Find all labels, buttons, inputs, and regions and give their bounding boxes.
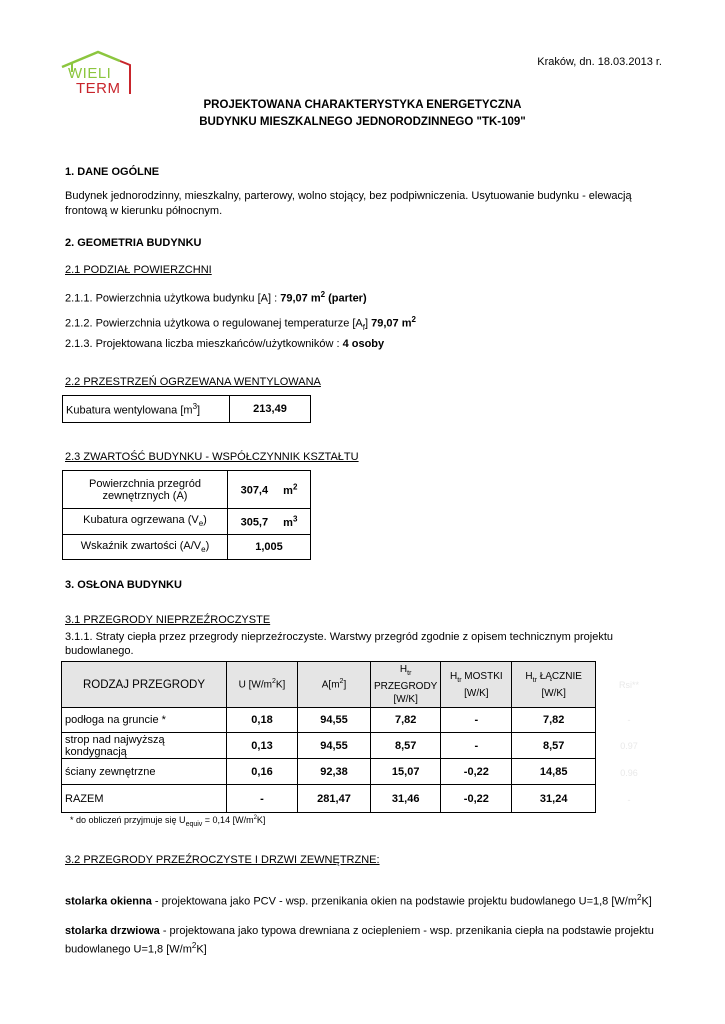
footnote-pre: * do obliczeń przyjmuje się U [70,815,186,825]
ratio-label-cell [63,535,228,560]
window-sup: 2 [637,893,642,902]
vent-label-cell [63,396,230,423]
opaque-partitions-table [61,661,596,813]
area-label-cell [63,471,228,509]
footnote-sup: 2 [253,815,257,821]
header-htr-przegrody-label: PRZEGRODY [374,681,438,692]
table-row [62,733,596,759]
ghost-cell: - [627,795,631,805]
row-total: 31,24 [512,785,596,813]
door-sup: 2 [191,941,197,950]
door-text: - projektowana jako typowa drewniana z ociepleniem - wsp. przenikania ciepła na podstawie projektu [159,925,654,937]
item-2-1-2-close: ] [365,317,372,330]
row-mostki: - [441,708,512,733]
header-a-pre: A[m [321,679,340,691]
header-htr-mostki-text: MOSTKI [461,670,503,682]
window-label: stolarka okienna [65,895,152,908]
ratio-label-close: ) [205,539,210,552]
row-htr: 7,82 [371,708,441,733]
area-unit [283,482,298,497]
header-htr-tr: tr [407,670,412,677]
row-total: 8,57 [512,733,596,759]
item-2-1-2-value: 79,07 m [371,317,412,330]
header-htr-lacznie-text: ŁĄCZNIE [536,670,582,682]
item-2-1-1-sup: 2 [320,290,326,299]
header-a-sup: 2 [339,678,344,686]
door-end: K] [196,943,207,956]
row-a: 94,55 [298,733,371,759]
row-name: RAZEM [62,785,227,813]
section1-text-line1: Budynek jednorodzinny, mieszkalny, parterowy, wolno stojący, bez podpiwniczenia. Usytuowanie budynku - elewacją [65,190,632,202]
item-2-1-1-suffix: (parter) [325,292,367,305]
section1-text-line2: frontową w kierunku północnym. [65,205,223,217]
logo [60,50,134,98]
row-u: 0,18 [227,708,298,733]
row-mostki: -0,22 [441,759,512,785]
row-htr: 31,46 [371,785,441,813]
header-a-post: ] [343,679,347,691]
ratio-label: Wskaźnik zwartości (A/V [80,539,202,552]
header-u-post: K] [275,679,286,691]
row-u: 0,16 [227,759,298,785]
section1-heading: 1. DANE OGÓLNE [65,166,160,178]
ghost-cell: 0.97 [620,741,638,751]
vent-label-close: ] [197,404,201,417]
subsection-3-2: 3.2 PRZEGRODY PRZEŹROCZYSTE I DRZWI ZEWNĘTRZNE: [65,854,380,866]
logo-text-line1: WIELI [68,65,112,82]
table-row [62,759,596,785]
header-htr-lacznie-h: H [525,670,533,682]
header-htr-lacznie-tr: tr [532,676,537,684]
row-mostki: - [441,733,512,759]
ratio-label-sub: e [201,545,206,555]
volume-label-sub: e [198,519,204,529]
header-htr-przegrody-unit: [W/K] [393,694,418,705]
header-u-pre: U [W/m [238,679,272,691]
item-2-1-1-label: 2.1.1. Powierzchnia użytkowa budynku [A] : [65,292,281,305]
footnote-post: = 0,14 [W/m [202,815,254,825]
volume-unit [283,514,298,529]
row-name: ściany zewnętrzne [62,759,227,785]
row-a: 94,55 [298,708,371,733]
volume-value: 305,7 [240,516,269,529]
table-footnote [70,815,265,828]
header-rodzaj: RODZAJ PRZEGRODY [62,662,227,708]
window-text: - projektowana jako PCV - wsp. przenikania okien na podstawie projektu budowlanego U=1,8 [W/m [151,895,638,908]
area-unit-sup: 2 [292,482,298,492]
row-total: 14,85 [512,759,596,785]
header-htr-lacznie-unit: [W/K] [541,687,566,699]
row-name: strop nad najwyższą kondygnacją [62,733,227,759]
section2-heading: 2. GEOMETRIA BUDYNKU [65,237,202,249]
header-htr-h: H [399,664,408,675]
header-u [227,662,298,708]
header-htr-mostki-label [444,670,508,687]
item-2-1-1 [65,290,367,305]
row-name: podłoga na gruncie * [62,708,227,733]
table-row [62,708,596,733]
footnote-sub: equiv [185,820,203,828]
ratio-value: 1,005 [228,535,311,560]
item-2-1-3-label: 2.1.3. Projektowana liczba mieszkańców/użytkowników : [65,338,343,350]
area-label-line1: Powierzchnia przegród [89,477,201,490]
place-date: Kraków, dn. 18.03.2013 r. [537,56,662,68]
section3-heading: 3. OSŁONA BUDYNKU [65,579,182,591]
row-u: - [227,785,298,813]
volume-unit-m: m [283,516,293,529]
row-htr: 15,07 [371,759,441,785]
subsection-3-1: 3.1 PRZEGRODY NIEPRZEŹROCZYSTE [65,614,271,626]
header-u-sup: 2 [271,678,276,686]
area-label-line2: zewnętrznych (A) [102,489,188,502]
item-2-1-2 [65,315,416,332]
item-2-1-3 [65,338,384,350]
table-row [62,785,596,813]
compactness-table [62,470,311,560]
ghost-cell: - [627,715,631,725]
header-a [298,662,371,708]
row-total: 7,82 [512,708,596,733]
logo-text-line2: TERM [76,80,121,97]
item-2-1-2-label: 2.1.2. Powierzchnia użytkowa o regulowanej temperaturze [A [65,317,363,330]
door-info-line2 [65,941,207,956]
subsection-2-1: 2.1 PODZIAŁ POWIERZCHNI [65,264,212,276]
header-htr-mostki [441,662,512,708]
ghost-cell: 0.96 [620,768,638,778]
vent-label-sup: 3 [192,401,198,411]
subsection-2-2: 2.2 PRZESTRZEŃ OGRZEWANA WENTYLOWANA [65,376,321,388]
header-htr-symbol [374,663,437,680]
volume-value-cell [228,509,311,535]
volume-label: Kubatura ogrzewana (V [83,514,199,527]
item-2-1-2-sup: 2 [411,315,416,324]
volume-unit-sup: 3 [292,514,298,524]
vent-label: Kubatura wentylowana [m [66,404,193,417]
window-info [65,893,652,908]
volume-label-cell [63,509,228,535]
section3-text-line1: 3.1.1. Straty ciepła przez przegrody nieprzeźroczyste. Warstwy przegród zgodnie z opisem technicznym projektu [65,631,613,643]
subsection-2-3: 2.3 ZWARTOŚĆ BUDYNKU - WSPÓŁCZYNNIK KSZTAŁTU [65,451,359,463]
doc-title-line1: PROJEKTOWANA CHARAKTERYSTYKA ENERGETYCZNA [203,99,522,111]
doc-title-line2: BUDYNKU MIESZKALNEGO JEDNORODZINNEGO "TK-109" [199,116,526,128]
door-info [65,925,654,937]
header-htr-lacznie-label [515,670,592,687]
door-line2: budowlanego U=1,8 [W/m [65,943,192,956]
area-value: 307,4 [240,484,269,497]
header-htr-mostki-h: H [450,670,458,682]
door-label: stolarka drzwiowa [65,925,160,937]
volume-label-close: ) [203,514,207,527]
ghost-column-header: Rsi** [618,680,639,690]
section3-text-line2: budowlanego. [65,645,134,657]
row-u: 0,13 [227,733,298,759]
header-htr-przegrody [371,662,441,708]
item-2-1-2-sub: f [362,322,366,332]
ventilation-table [62,395,311,423]
footnote-end: K] [256,815,266,825]
row-a: 281,47 [298,785,371,813]
window-end: K] [641,895,652,908]
item-2-1-3-value: 4 osoby [342,338,385,350]
row-mostki: -0,22 [441,785,512,813]
area-value-cell [228,471,311,509]
header-htr-mostki-unit: [W/K] [464,687,489,699]
area-unit-m: m [283,484,293,497]
row-a: 92,38 [298,759,371,785]
vent-value: 213,49 [230,396,311,423]
header-htr-mostki-tr: tr [457,676,462,684]
header-htr-lacznie [512,662,596,708]
row-htr: 8,57 [371,733,441,759]
item-2-1-1-value: 79,07 m [280,292,321,305]
